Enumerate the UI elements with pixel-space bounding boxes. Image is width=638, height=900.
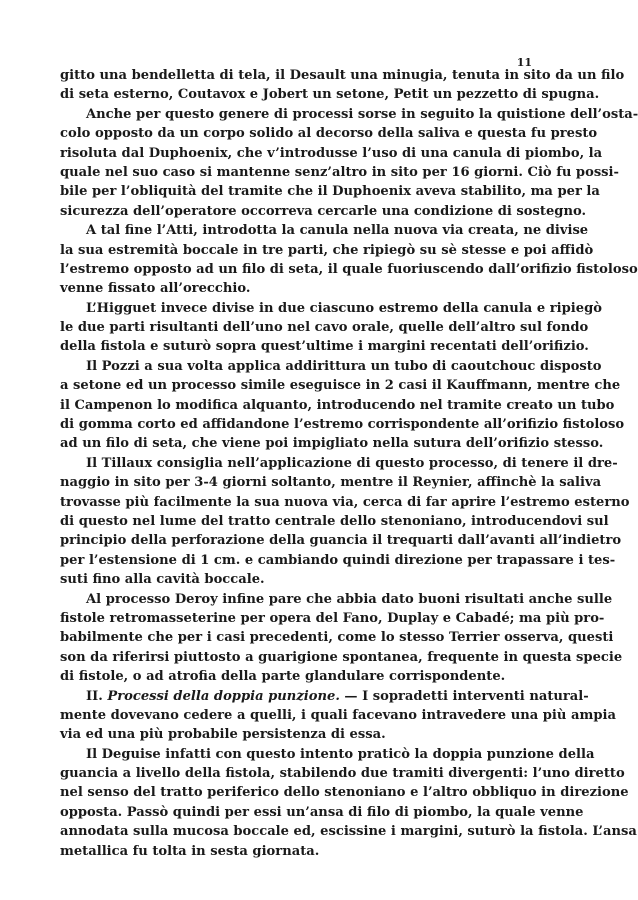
text-line <box>60 745 595 764</box>
text-line <box>60 221 589 240</box>
line-text: — I sopradetti interventi natural- <box>339 688 589 704</box>
text-line <box>60 822 637 841</box>
line-text: gitto una bendelletta di tela, il Desault una minugia, tenuta in sito da un filo <box>60 68 625 83</box>
line-text: il Campenon lo modifica alquanto, introducendo nel tramite creato un tubo <box>60 397 615 413</box>
text-line <box>60 415 625 434</box>
text-line <box>60 764 625 783</box>
line-text: della fistola e suturò sopra quest’ultime i margini recentati dell’orifizio. <box>60 339 589 355</box>
line-text: son da riferirsi piuttosto a guarigione spontanea, frequente in questa specie <box>60 649 623 665</box>
text-line <box>60 493 630 512</box>
section-number: II. <box>86 688 108 704</box>
line-text: babilmente che per i casi precedenti, come lo stesso Terrier osserva, questi <box>60 630 614 646</box>
line-text: guancia a livello della fistola, stabilendo due tramiti divergenti: l’uno diretto <box>60 766 625 782</box>
text-line <box>60 299 602 318</box>
line-text: opposta. Passò quindi per essi un’ansa di filo di piombo, la quale venne <box>60 804 584 820</box>
text-line <box>60 783 629 802</box>
line-text: suti fino alla cavità boccale. <box>60 572 265 588</box>
line-text: principio della perforazione della guancia il trequarti dall’avanti all’indietro <box>60 533 622 549</box>
line-text: Il Deguise infatti con questo intento praticò la doppia punzione della <box>86 746 595 762</box>
line-text: venne fissato all’orecchio. <box>60 281 251 297</box>
section-heading: Processi della doppia punzione. <box>107 688 340 704</box>
line-text: nel senso del tratto periferico dello stenoniano e l’altro obbliquo in direzione <box>60 785 629 801</box>
line-text: ad un filo di seta, che viene poi impigliato nella sutura dell’orifizio stesso. <box>60 436 604 452</box>
text-line <box>60 66 625 85</box>
text-line <box>60 454 618 473</box>
line-text: trovasse più facilmente la sua nuova via, cerca di far aprire l’estremo esterno <box>60 494 630 510</box>
line-text: annodata sulla mucosa boccale ed, escissine i margini, suturò la fistola. L’ansa <box>60 824 637 840</box>
line-text: di seta esterno, Coutavox e Jobert un setone, Petit un pezzetto di spugna. <box>60 87 600 103</box>
line-text: bile per l’obliquità del tramite che il Duphoenix aveva stabilito, ma per la <box>60 184 600 200</box>
text-line <box>60 105 638 124</box>
line-text: l’estremo opposto ad un filo di seta, il quale fuoriuscendo dall’orifizio fistoloso <box>60 261 638 277</box>
line-text: di questo nel lume del tratto centrale dello stenoniano, introducendovi sul <box>60 513 609 529</box>
line-text: via ed una più probabile persistenza di essa. <box>60 727 386 743</box>
line-text: fistole retromasseterine per opera del Fano, Duplay e Cabadé; ma più pro- <box>60 610 605 626</box>
line-text: naggio in sito per 3-4 giorni soltanto, mentre il Reynier, affinchè la saliva <box>60 475 602 491</box>
text-line <box>60 687 589 706</box>
text-line <box>60 551 616 570</box>
text-line <box>60 202 587 221</box>
text-line <box>60 473 602 492</box>
text-line <box>60 357 602 376</box>
text-line <box>60 842 532 861</box>
text-line <box>60 590 613 609</box>
line-text: A tal fine l’Atti, introdotta la canula nella nuova via creata, ne divise <box>86 223 589 239</box>
line-text: Al processo Deroy infine pare che abbia dato buoni risultati anche sulle <box>86 591 613 607</box>
text-line <box>60 725 532 744</box>
text-line <box>60 803 584 822</box>
line-text: risoluta dal Duphoenix, che v’introdusse l’uso di una canula di piombo, la <box>60 145 603 161</box>
text-line <box>60 318 589 337</box>
text-line <box>60 85 600 104</box>
text-line <box>60 260 638 279</box>
line-text: la sua estremità boccale in tre parti, che ripiegò su sè stesse e poi affidò <box>60 242 594 258</box>
text-line <box>60 144 603 163</box>
text-line <box>60 396 615 415</box>
text-line <box>60 241 594 260</box>
text-line <box>60 124 598 143</box>
text-line <box>60 667 532 686</box>
line-text: mente dovevano cedere a quelli, i quali facevano intravedere una più ampia <box>60 707 616 723</box>
text-line <box>60 570 532 589</box>
text-line <box>60 337 589 356</box>
line-text: L’Higguet invece divise in due ciascuno estremo della canula e ripiegò <box>86 300 602 316</box>
line-text: di gomma corto ed affidandone l’estremo corrispondente all’orifizio fistoloso <box>60 417 625 433</box>
line-text: per l’estensione di 1 cm. e cambiando quindi direzione per trapassare i tes- <box>60 552 616 568</box>
text-line <box>60 512 609 531</box>
line-text: colo opposto da un corpo solido al decorso della saliva e questa fu presto <box>60 126 598 142</box>
page-number: 11 <box>516 56 532 69</box>
text-line <box>60 609 605 628</box>
line-text: metallica fu tolta in sesta giornata. <box>60 843 320 859</box>
text-line <box>60 531 622 550</box>
text-line <box>60 434 604 453</box>
line-text: le due parti risultanti dell’uno nel cavo orale, quelle dell’altro sul fondo <box>60 320 589 336</box>
line-text: sicurezza dell’operatore occorreva cercarle una condizione di sostegno. <box>60 203 587 219</box>
text-line <box>60 648 623 667</box>
line-text: di fistole, o ad atrofia della parte glandulare corrispondente. <box>60 669 506 685</box>
text-line <box>60 163 619 182</box>
line-text: quale nel suo caso si mantenne senz’altro in sito per 16 giorni. Ciò fu possi- <box>60 164 619 180</box>
line-text: Anche per questo genere di processi sorse in seguito la quistione dell’osta- <box>86 106 638 122</box>
body-text <box>60 66 638 861</box>
text-line <box>60 628 614 647</box>
line-text: a setone ed un processo simile eseguisce in 2 casi il Kauffmann, mentre che <box>60 378 621 394</box>
line-text: Il Pozzi a sua volta applica addirittura un tubo di caoutchouc disposto <box>86 358 602 374</box>
line-text: Il Tillaux consiglia nell’applicazione di questo processo, di tenere il dre- <box>86 455 618 471</box>
text-line <box>60 706 616 725</box>
text-line <box>60 376 621 395</box>
text-line <box>60 182 600 201</box>
text-line <box>60 279 532 298</box>
